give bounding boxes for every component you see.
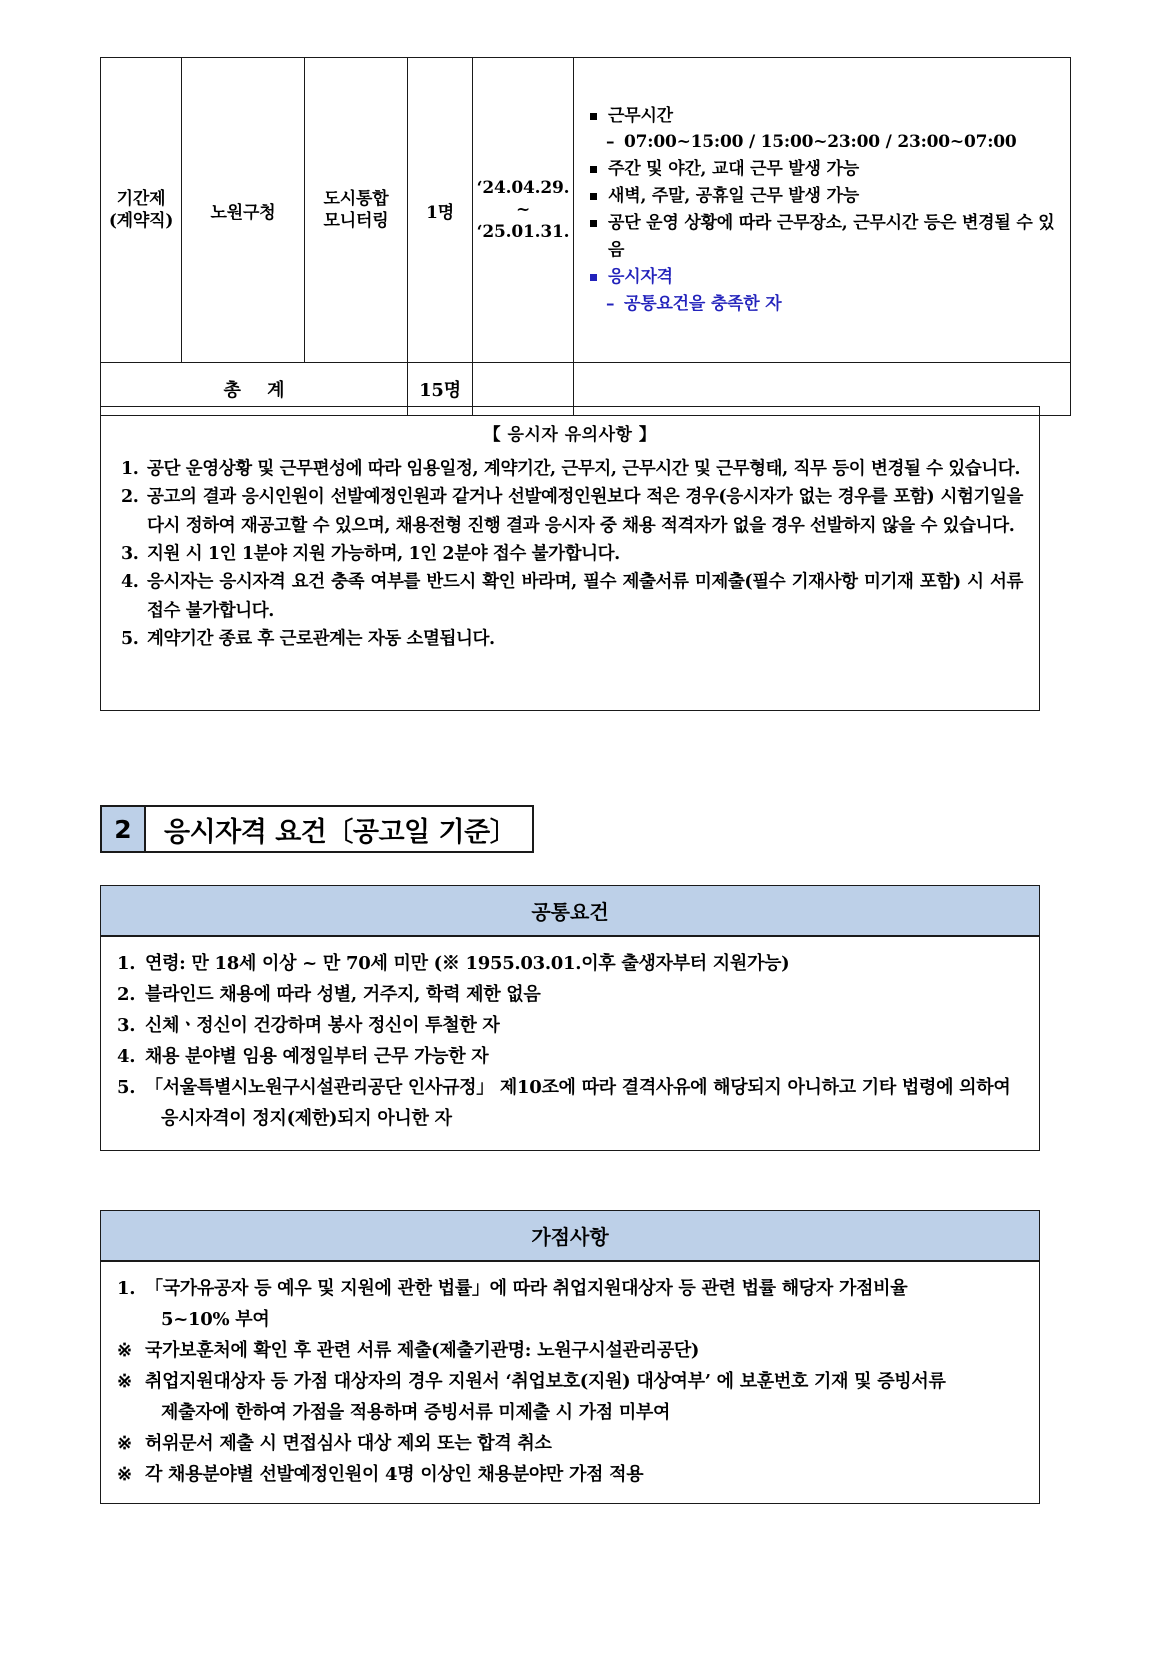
common-requirement-item-text: 응시자격이 정지(제한)되지 아니한 자 bbox=[161, 1107, 452, 1129]
notice-item-text: 공단 운영상황 및 근무편성에 따라 임용일정, 계약기간, 근무지, 근무시간 및 근무형태, 직무 등이 변경될 수 있습니다. bbox=[147, 459, 1021, 479]
bonus-point-item-text: 제출자에 한하여 가점을 적용하며 증빙서류 미제출 시 가점 미부여 bbox=[161, 1401, 671, 1423]
common-requirement-item-marker: 3. bbox=[117, 1014, 136, 1036]
common-requirement-item bbox=[115, 1104, 1023, 1135]
bonus-point-item-text: 「국가유공자 등 예우 및 지원에 관한 법률」에 따라 취업지원대상자 등 관련 법률 해당자 가점비율 bbox=[145, 1278, 908, 1299]
notice-title: 【 응시자 유의사항 】 bbox=[483, 425, 657, 445]
section-number: 2 bbox=[102, 807, 146, 851]
duty-line1: 도시통합 bbox=[323, 188, 389, 209]
common-requirement-item-text: 「서울특별시노원구시설관리공단 인사규정」 제10조에 따라 결격사유에 해당되지 아니하고 기타 법령에 의하여 bbox=[145, 1076, 1011, 1098]
notice-item-text: 계약기간 종료 후 근로관계는 자동 소멸됩니다. bbox=[147, 629, 495, 650]
common-requirement-item-text: 연령: 만 18세 이상 ~ 만 70세 미만 (※ 1955.03.01.이후 출생자부터 지원가능) bbox=[145, 953, 790, 974]
common-requirement-item-marker: 5. bbox=[117, 1076, 136, 1098]
bonus-point-item-marker: ※ bbox=[117, 1370, 132, 1392]
common-requirement-item bbox=[115, 949, 1023, 980]
total-label-text: 총 계 bbox=[223, 380, 295, 401]
bonus-point-item bbox=[115, 1398, 1023, 1429]
cell-period bbox=[473, 58, 574, 363]
applicant-notice-box bbox=[100, 406, 1040, 711]
common-requirement-item-text: 채용 분야별 임용 예정일부터 근무 가능한 자 bbox=[145, 1045, 489, 1067]
bonus-point-item-text: 허위문서 제출 시 면접심사 대상 제외 또는 합격 취소 bbox=[145, 1432, 552, 1454]
notes-list bbox=[588, 103, 1070, 318]
period-end: ‘25.01.31. bbox=[476, 222, 570, 243]
note-bullet-item: 응시자격 bbox=[588, 264, 1070, 291]
notice-item-number: 3. bbox=[121, 544, 139, 565]
cell-employment-type bbox=[101, 58, 182, 363]
common-requirements-list bbox=[115, 949, 1023, 1135]
common-requirements-block bbox=[100, 885, 1040, 1151]
common-requirement-item bbox=[115, 1011, 1023, 1042]
note-bullet-item: 공단 운영 상황에 따라 근무장소, 근무시간 등은 변경될 수 있음 bbox=[588, 210, 1070, 264]
notice-item-number: 5. bbox=[121, 629, 139, 650]
bonus-point-item-marker: ※ bbox=[117, 1339, 132, 1361]
employment-type-line2: (계약직) bbox=[108, 211, 174, 231]
common-requirement-item bbox=[115, 980, 1023, 1011]
notice-item bbox=[117, 483, 1023, 540]
common-requirement-item-text: 신체ㆍ정신이 건강하며 봉사 정신이 투철한 자 bbox=[145, 1014, 500, 1036]
recruitment-table bbox=[100, 57, 1071, 416]
notice-item-number: 2. bbox=[121, 487, 139, 508]
note-dash-item: – 공통요건을 충족한 자 bbox=[588, 291, 1070, 318]
common-requirement-item-marker: 1. bbox=[117, 953, 136, 974]
period-start: ‘24.04.29. bbox=[476, 177, 570, 198]
notice-item bbox=[117, 455, 1023, 483]
cell-duty bbox=[305, 58, 408, 363]
bonus-point-item-marker: ※ bbox=[117, 1463, 132, 1485]
notice-item bbox=[117, 625, 1023, 653]
notice-item bbox=[117, 540, 1023, 568]
section-heading bbox=[100, 805, 534, 853]
notice-item-number: 4. bbox=[121, 572, 139, 593]
notice-item-text: 공고의 결과 응시인원이 선발예정인원과 같거나 선발예정인원보다 적은 경우(응시자가 없는 경우를 포함) 시험기일을 다시 정하여 재공고할 수 있으며, 채용전형 진행 결과 응시자 중 채용 적격자가 없을 경우 선발하지 않을 수 있습니다. bbox=[147, 487, 1023, 536]
notice-item bbox=[117, 568, 1023, 625]
page-title: 응시자격 요건〔공고일 기준〕 bbox=[164, 816, 517, 848]
note-bullet-item: 주간 및 야간, 교대 근무 발생 가능 bbox=[588, 156, 1070, 183]
bonus-points-header: 가점사항 bbox=[100, 1210, 1040, 1262]
bonus-point-item-text: 국가보훈처에 확인 후 관련 서류 제출(제출기관명: 노원구시설관리공단) bbox=[145, 1339, 700, 1361]
bonus-point-item-text: 각 채용분야별 선발예정인원이 4명 이상인 채용분야만 가점 적용 bbox=[145, 1463, 644, 1485]
notice-item-text: 응시자는 응시자격 요건 충족 여부를 반드시 확인 바라며, 필수 제출서류 미제출(필수 기재사항 미기재 포함) 시 서류 접수 불가합니다. bbox=[147, 572, 1023, 621]
bonus-points-body bbox=[100, 1262, 1040, 1504]
notice-list bbox=[117, 455, 1023, 653]
cell-headcount: 1명 bbox=[408, 58, 473, 363]
bonus-point-item bbox=[115, 1429, 1023, 1460]
bonus-points-list bbox=[115, 1274, 1023, 1491]
bonus-point-item-text: 5~10% 부여 bbox=[161, 1308, 270, 1330]
bonus-point-item bbox=[115, 1367, 1023, 1398]
common-requirement-item-marker: 4. bbox=[117, 1045, 136, 1067]
cell-organization: 노원구청 bbox=[182, 58, 305, 363]
bonus-point-item-marker: 1. bbox=[117, 1278, 136, 1299]
note-bullet-item: 새벽, 주말, 공휴일 근무 발생 가능 bbox=[588, 183, 1070, 210]
common-requirements-header: 공통요건 bbox=[100, 885, 1040, 937]
bonus-points-block bbox=[100, 1210, 1040, 1504]
note-dash-item: – 07:00~15:00 / 15:00~23:00 / 23:00~07:00 bbox=[588, 129, 1070, 156]
bonus-point-item bbox=[115, 1460, 1023, 1491]
common-requirements-body bbox=[100, 937, 1040, 1151]
table-row bbox=[101, 58, 1071, 363]
notice-item-text: 지원 시 1인 1분야 지원 가능하며, 1인 2분야 접수 불가합니다. bbox=[147, 544, 620, 565]
common-requirement-item bbox=[115, 1042, 1023, 1073]
bonus-point-item-marker: ※ bbox=[117, 1432, 132, 1454]
total-headcount: 15명 bbox=[408, 363, 473, 416]
bonus-point-item bbox=[115, 1336, 1023, 1367]
duty-line2: 모니터링 bbox=[323, 211, 389, 231]
period-tilde: ~ bbox=[515, 199, 531, 220]
common-requirement-item-marker: 2. bbox=[117, 983, 136, 1005]
notice-item-number: 1. bbox=[121, 459, 139, 479]
cell-notes bbox=[574, 58, 1071, 363]
common-requirement-item bbox=[115, 1073, 1023, 1104]
bonus-point-item-text: 취업지원대상자 등 가점 대상자의 경우 지원서 ‘취업보호(지원) 대상여부’ 에 보훈번호 기재 및 증빙서류 bbox=[145, 1370, 946, 1392]
bonus-point-item bbox=[115, 1305, 1023, 1336]
note-bullet-item: 근무시간 bbox=[588, 103, 1070, 130]
bonus-point-item bbox=[115, 1274, 1023, 1305]
common-requirement-item-text: 블라인드 채용에 따라 성별, 거주지, 학력 제한 없음 bbox=[145, 983, 541, 1005]
employment-type-line1: 기간제 bbox=[116, 188, 166, 209]
